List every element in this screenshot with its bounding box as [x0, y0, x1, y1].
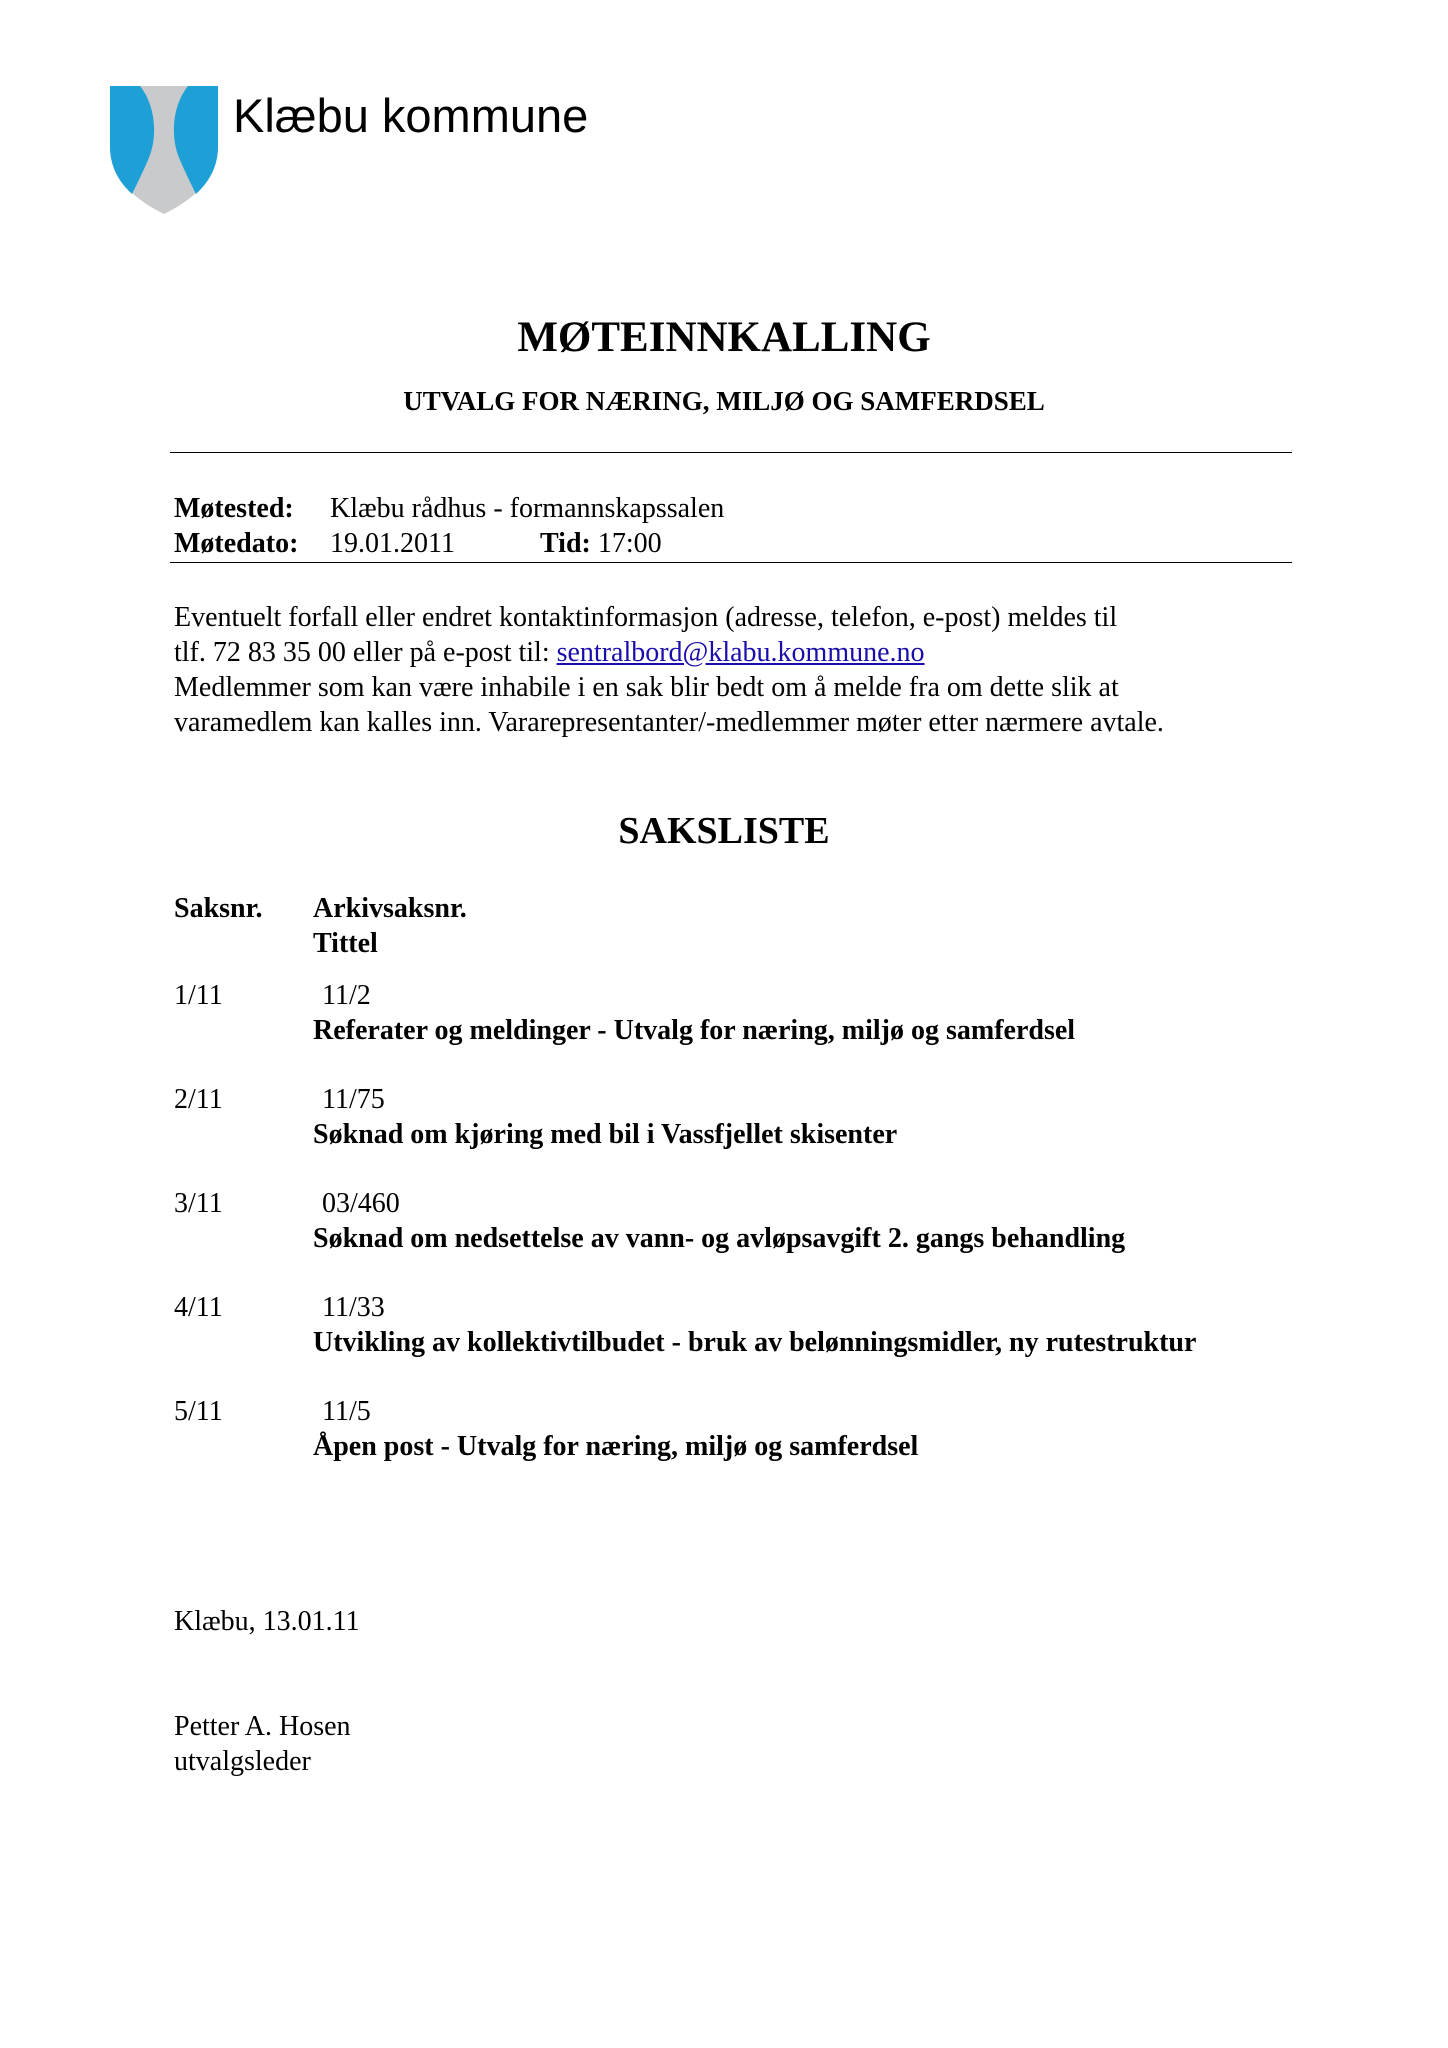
agenda-item-title: Utvikling av kollektivtilbudet - bruk av belønningsmidler, ny rutestruktur: [313, 1327, 1197, 1358]
meeting-place-label: Møtested:: [174, 493, 294, 524]
signature-name: Petter A. Hosen: [174, 1711, 351, 1742]
agenda-item-arkivsaksnr: 11/33: [322, 1292, 385, 1323]
meeting-time-label: Tid:: [540, 528, 591, 559]
municipality-crest-icon: [110, 86, 218, 214]
agenda-item: [174, 1394, 1304, 1466]
agenda-title: SAKSLISTE: [618, 810, 830, 852]
meeting-place-row: [174, 492, 724, 526]
agenda-item-arkivsaksnr: 03/460: [322, 1188, 400, 1219]
agenda-header-tittel: Tittel: [313, 928, 378, 959]
agenda-item: [174, 1290, 1304, 1362]
email-link[interactable]: sentralbord@klabu.kommune.no: [556, 637, 925, 668]
agenda-item: [174, 1186, 1304, 1258]
meeting-place: Klæbu rådhus - formannskapssalen: [330, 493, 725, 524]
agenda-item-saksnr: 3/11: [174, 1188, 223, 1219]
notice-paragraph: [174, 600, 1304, 740]
agenda-item-title: Referater og meldinger - Utvalg for næring, miljø og samferdsel: [313, 1015, 1076, 1046]
agenda-item-title: Søknad om kjøring med bil i Vassfjellet skisenter: [313, 1119, 898, 1150]
notice-line: Medlemmer som kan være inhabile i en sak blir bedt om å melde fra om dette slik at: [174, 672, 1119, 703]
signature-place-date: Klæbu, 13.01.11: [174, 1606, 360, 1637]
agenda-item-title: Åpen post - Utvalg for næring, miljø og samferdsel: [313, 1431, 919, 1462]
agenda-header-arkivsaksnr: Arkivsaksnr.: [313, 893, 467, 924]
meeting-date-label: Møtedato:: [174, 528, 299, 559]
notice-line: [174, 635, 1304, 670]
divider-bottom: [170, 562, 1292, 563]
notice-line: Eventuelt forfall eller endret kontaktinformasjon (adresse, telefon, e-post) meldes til: [174, 602, 1118, 633]
agenda-item: [174, 978, 1304, 1050]
agenda-item-saksnr: 1/11: [174, 980, 223, 1011]
organization-name: Klæbu kommune: [233, 89, 589, 142]
notice-line: varamedlem kan kalles inn. Vararepresentanter/-medlemmer møter etter nærmere avtale.: [174, 707, 1164, 738]
agenda-item-title: Søknad om nedsettelse av vann- og avløpsavgift 2. gangs behandling: [313, 1223, 1126, 1254]
agenda-item-saksnr: 5/11: [174, 1396, 223, 1427]
agenda-item-saksnr: 4/11: [174, 1292, 223, 1323]
agenda-item: [174, 1082, 1304, 1154]
meeting-date: 19.01.2011: [330, 528, 455, 559]
agenda-item-arkivsaksnr: 11/5: [322, 1396, 371, 1427]
document-title: MØTEINNKALLING: [517, 314, 931, 361]
agenda-header-saksnr: Saksnr.: [174, 893, 263, 924]
agenda-item-saksnr: 2/11: [174, 1084, 223, 1115]
meeting-date-row: [174, 527, 662, 561]
agenda-item-arkivsaksnr: 11/2: [322, 980, 371, 1011]
signature-role: utvalgsleder: [174, 1746, 311, 1777]
notice-phone-text: tlf. 72 83 35 00 eller på e-post til:: [174, 637, 557, 668]
meeting-time: 17:00: [597, 528, 662, 559]
divider-top: [170, 452, 1292, 453]
document-subtitle: UTVALG FOR NÆRING, MILJØ OG SAMFERDSEL: [403, 386, 1045, 416]
agenda-item-arkivsaksnr: 11/75: [322, 1084, 385, 1115]
